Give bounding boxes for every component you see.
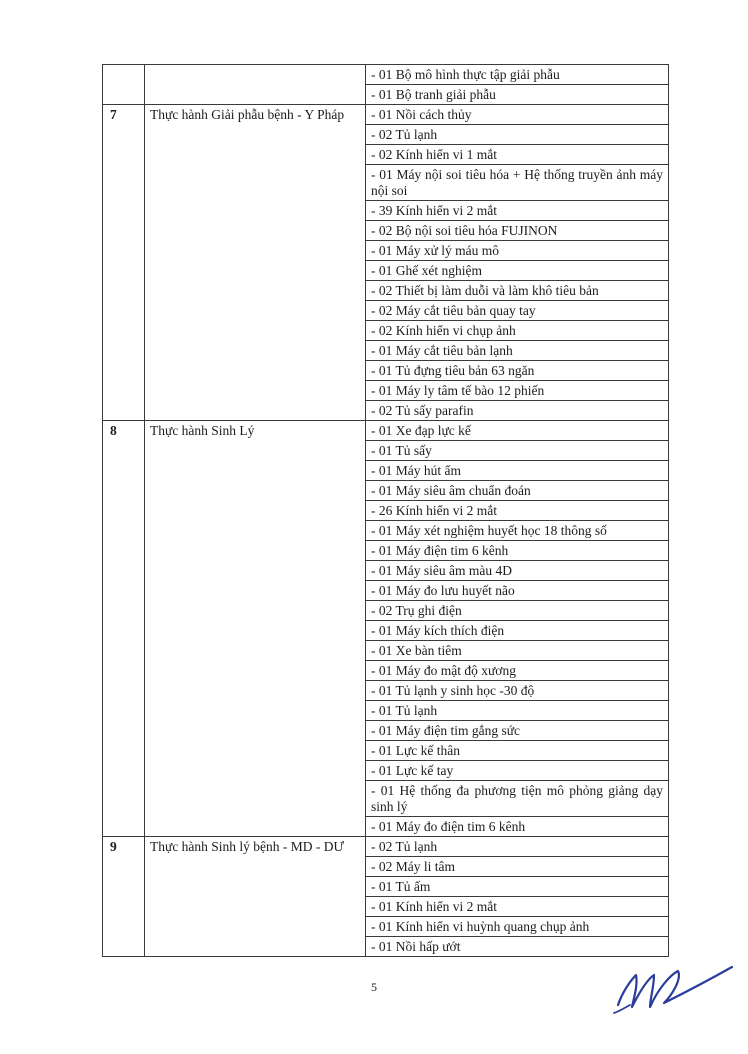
equipment-item-cell: - 02 Bộ nội soi tiêu hóa FUJINON [366,221,669,241]
practice-name-cell [145,65,366,105]
equipment-item-cell: - 01 Xe đạp lực kế [366,421,669,441]
equipment-item-cell: - 02 Tủ lạnh [366,837,669,857]
equipment-item-cell: - 01 Tủ sấy [366,441,669,461]
equipment-item-cell: - 02 Trụ ghi điện [366,601,669,621]
equipment-table [102,64,669,957]
practice-name-cell: Thực hành Sinh Lý [145,421,366,837]
equipment-item-cell: - 01 Nồi cách thủy [366,105,669,125]
equipment-item-cell: - 01 Máy nội soi tiêu hóa + Hệ thống truyền ảnh máy nội soi [366,165,669,201]
table-row [103,65,669,85]
table-row [103,837,669,857]
equipment-item-cell: - 01 Máy siêu âm màu 4D [366,561,669,581]
equipment-item-cell: - 01 Tủ lạnh [366,701,669,721]
equipment-item-cell: - 01 Kính hiển vi 2 mắt [366,897,669,917]
equipment-item-cell: - 02 Kính hiển vi chụp ảnh [366,321,669,341]
equipment-item-cell: - 01 Bộ tranh giải phẫu [366,85,669,105]
equipment-item-cell: - 01 Máy cắt tiêu bản lạnh [366,341,669,361]
equipment-item-cell: - 01 Máy kích thích điện [366,621,669,641]
equipment-item-cell: - 02 Tủ lạnh [366,125,669,145]
equipment-item-cell: - 01 Máy đo điện tim 6 kênh [366,817,669,837]
practice-name-cell: Thực hành Giải phẫu bệnh - Y Pháp [145,105,366,421]
equipment-item-cell: - 01 Xe bàn tiêm [366,641,669,661]
equipment-item-cell: - 02 Máy li tâm [366,857,669,877]
equipment-item-cell: - 01 Nồi hấp ướt [366,937,669,957]
page-number: 5 [371,980,377,994]
equipment-item-cell: - 01 Tủ đựng tiêu bản 63 ngăn [366,361,669,381]
equipment-item-cell: - 01 Tủ lạnh y sinh học -30 độ [366,681,669,701]
equipment-item-cell: - 39 Kính hiển vi 2 mắt [366,201,669,221]
equipment-item-cell: - 01 Máy siêu âm chuẩn đoán [366,481,669,501]
equipment-item-cell: - 01 Máy xét nghiệm huyết học 18 thông số [366,521,669,541]
handwritten-signature [600,945,740,1020]
row-number-cell: 8 [103,421,145,837]
row-number-cell: 9 [103,837,145,957]
equipment-item-cell: - 02 Thiết bị làm duỗi và làm khô tiêu bản [366,281,669,301]
equipment-item-cell: - 01 Máy hút ẩm [366,461,669,481]
equipment-item-cell: - 01 Máy điện tim 6 kênh [366,541,669,561]
equipment-item-cell: - 02 Tủ sấy parafin [366,401,669,421]
equipment-item-cell: - 01 Lực kế tay [366,761,669,781]
practice-name-cell: Thực hành Sinh lý bệnh - MD - DƯ [145,837,366,957]
equipment-item-cell: - 01 Hệ thống đa phương tiện mô phỏng giảng dạy sinh lý [366,781,669,817]
equipment-item-cell: - 01 Lực kế thân [366,741,669,761]
table-row [103,421,669,441]
row-number-cell: 7 [103,105,145,421]
equipment-table-body [103,65,669,957]
equipment-item-cell: - 26 Kính hiển vi 2 mắt [366,501,669,521]
equipment-item-cell: - 01 Ghế xét nghiệm [366,261,669,281]
row-number-cell [103,65,145,105]
equipment-item-cell: - 02 Máy cắt tiêu bản quay tay [366,301,669,321]
equipment-item-cell: - 01 Máy đo lưu huyết não [366,581,669,601]
equipment-item-cell: - 01 Máy xử lý máu mô [366,241,669,261]
equipment-item-cell: - 01 Kính hiển vi huỳnh quang chụp ảnh [366,917,669,937]
equipment-item-cell: - 01 Máy đo mật độ xương [366,661,669,681]
table-row [103,105,669,125]
equipment-item-cell: - 01 Tủ ấm [366,877,669,897]
equipment-item-cell: - 01 Máy điện tim gắng sức [366,721,669,741]
equipment-item-cell: - 01 Máy ly tâm tế bào 12 phiến [366,381,669,401]
equipment-item-cell: - 01 Bộ mô hình thực tập giải phẫu [366,65,669,85]
equipment-item-cell: - 02 Kính hiển vi 1 mắt [366,145,669,165]
